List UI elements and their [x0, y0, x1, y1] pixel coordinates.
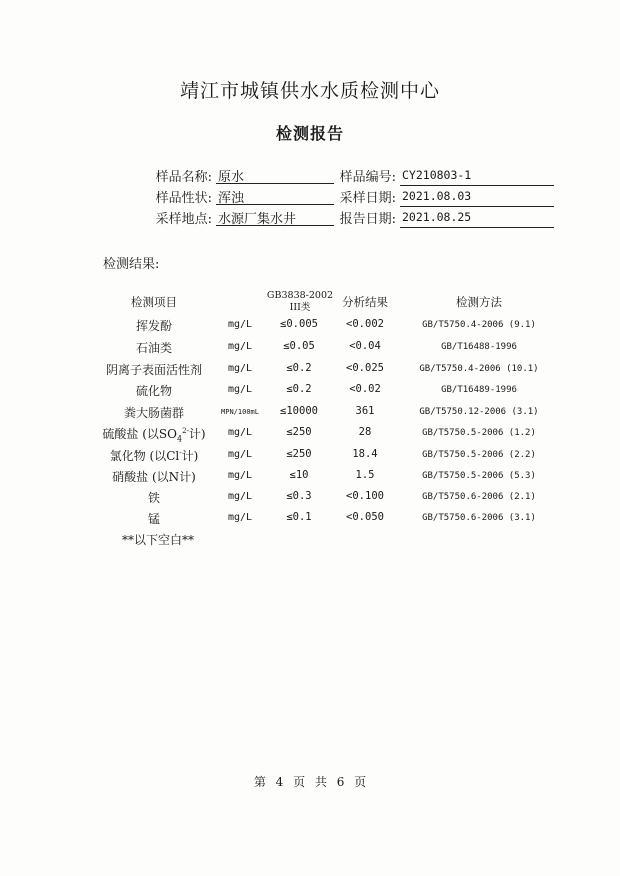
row-method: GB/T16489-1996 [441, 385, 517, 395]
row-unit: mg/L [227, 427, 253, 438]
sample-no-label: 样品编号: [339, 170, 396, 185]
table-row [0, 489, 620, 509]
sample-state-label: 样品性状: [155, 191, 212, 206]
row-limit: ≤0.005 [280, 318, 318, 330]
row-item: 硝酸盐 (以N计) [112, 470, 196, 484]
sample-no-value: CY210803-1 [400, 168, 554, 186]
row-method: GB/T5750.5-2006 (1.2) [422, 428, 536, 438]
row-item-superscript: 2- [182, 427, 189, 435]
table-row [0, 361, 620, 381]
row-limit: ≤250 [286, 448, 312, 460]
header-method: 检测方法 [456, 295, 502, 309]
sampling-site-value: 水源厂集水井 [216, 208, 334, 226]
page-number: 第 4 页 共 6 页 [253, 775, 367, 789]
row-item: 挥发酚 [135, 319, 172, 333]
info-row-2 [0, 187, 620, 207]
row-result: <0.02 [349, 383, 381, 395]
row-unit: mg/L [227, 319, 253, 330]
row-method: GB/T5750.4-2006 (10.1) [419, 364, 539, 374]
row-item: 阴离子表面活性剂 [105, 363, 202, 377]
row-unit: mg/L [227, 449, 253, 460]
table-row [0, 382, 620, 402]
row-unit: mg/L [227, 470, 253, 481]
header-item: 检测项目 [131, 295, 177, 309]
row-result: <0.04 [349, 340, 381, 352]
row-unit: mg/L [227, 363, 253, 374]
row-result: <0.002 [346, 318, 384, 330]
row-unit: mg/L [227, 491, 253, 502]
row-result: <0.100 [346, 490, 384, 502]
table-row [0, 404, 620, 424]
row-item-main: 硫酸盐 (以SO [102, 427, 177, 441]
row-item-tail: 计) [181, 449, 199, 463]
row-item: 锰 [147, 512, 160, 526]
row-method: GB/T5750.5-2006 (5.3) [422, 471, 536, 481]
row-method: GB/T16488-1996 [441, 342, 517, 352]
info-row-3 [0, 208, 620, 228]
table-row [0, 447, 620, 467]
table-row [0, 339, 620, 359]
row-item: 硫化物 [135, 384, 172, 398]
report-date-label: 报告日期: [339, 212, 396, 227]
table-row [0, 468, 620, 488]
sampling-date-value: 2021.08.03 [400, 189, 554, 207]
row-limit: ≤250 [286, 426, 312, 438]
sample-state-value: 浑浊 [216, 187, 334, 205]
row-method: GB/T5750.12-2006 (3.1) [419, 407, 539, 417]
row-unit: mg/L [227, 341, 253, 352]
row-limit: ≤0.3 [286, 490, 312, 502]
row-result: 28 [358, 426, 372, 438]
row-result: <0.050 [346, 511, 384, 523]
row-unit: mg/L [227, 384, 253, 395]
table-row [0, 317, 620, 337]
row-item-subscript: 4 [176, 434, 183, 444]
header-standard-line2: III类 [289, 302, 311, 313]
info-row-1 [0, 166, 620, 186]
blank-note: **以下空白** [122, 533, 195, 547]
row-limit: ≤10 [289, 469, 309, 481]
row-result: 361 [355, 405, 375, 417]
organization-name: 靖江市城镇供水水质检测中心 [179, 80, 440, 102]
row-unit: mg/L [227, 512, 253, 523]
row-item: 铁 [147, 491, 160, 505]
row-limit: ≤0.2 [286, 383, 312, 395]
row-item [92, 447, 216, 464]
sampling-date-label: 采样日期: [339, 191, 396, 206]
report-date-value: 2021.08.25 [400, 210, 554, 228]
header-standard [256, 290, 344, 314]
sample-name-value: 原水 [216, 166, 334, 184]
row-result: 18.4 [352, 448, 378, 460]
row-item [92, 425, 216, 443]
row-item: 石油类 [135, 341, 172, 355]
sampling-site-label: 采样地点: [155, 212, 212, 227]
row-item: 粪大肠菌群 [123, 406, 184, 420]
row-item-main: 氯化物 (以Cl [109, 449, 180, 463]
row-method: GB/T5750.6-2006 (2.1) [422, 492, 536, 502]
row-unit: MPN/100mL [221, 408, 259, 416]
report-title: 检测报告 [275, 124, 344, 143]
row-method: GB/T5750.6-2006 (3.1) [422, 513, 536, 523]
row-limit: ≤0.1 [286, 511, 312, 523]
row-item-tail: 计) [188, 427, 206, 441]
row-result: 1.5 [355, 469, 375, 481]
row-item-superscript: - [179, 449, 182, 457]
table-row [0, 510, 620, 530]
table-row [0, 425, 620, 445]
sample-name-label: 样品名称: [155, 170, 212, 185]
row-result: <0.025 [346, 362, 384, 374]
header-result: 分析结果 [342, 295, 388, 309]
row-limit: ≤0.2 [286, 362, 312, 374]
row-limit: ≤10000 [280, 405, 318, 417]
row-method: GB/T5750.4-2006 (9.1) [422, 320, 536, 330]
row-limit: ≤0.05 [283, 340, 315, 352]
results-label: 检测结果: [103, 257, 160, 272]
header-standard-line1: GB3838-2002 [266, 290, 334, 301]
row-method: GB/T5750.5-2006 (2.2) [422, 450, 536, 460]
